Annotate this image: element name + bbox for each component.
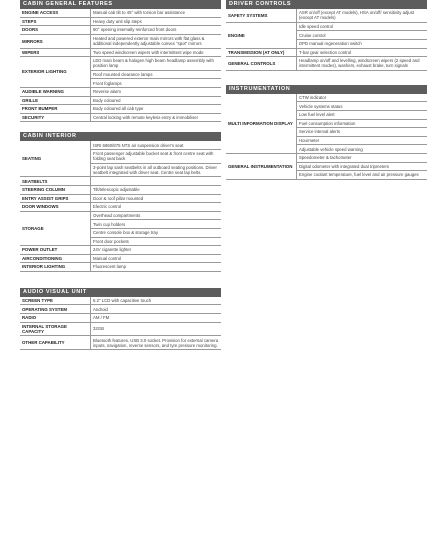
spec-value: Front passenger adjustable bucket seat & front centre seat with folding seat back	[91, 149, 222, 163]
spec-label: SEATING	[20, 141, 91, 177]
spec-label: STEERING COLUMN	[20, 186, 91, 195]
spec-value: Heavy duty anti slip steps	[91, 17, 222, 26]
spec-label: ENGINE ACCESS	[20, 9, 91, 17]
spec-row	[20, 105, 221, 114]
section-audio-visual	[20, 288, 221, 350]
spec-label: ENTRY ASSIST GRIPS	[20, 194, 91, 203]
section-driver-controls	[226, 0, 427, 71]
spec-label: INTERIOR LIGHTING	[20, 263, 91, 272]
spec-label: GENERAL INSTRUMENTATION	[226, 153, 297, 179]
spec-label: TRANSMISSION (AT ONLY)	[226, 48, 297, 57]
spec-value: Adjustable vehicle speed warning	[297, 145, 428, 154]
spec-row	[20, 211, 221, 220]
spec-value: ASR on/off (except AT models), HSA on/off/ sensitivity adjust (except AT models)	[297, 9, 428, 22]
spec-value: Heated and powered exterior main mirrors with flat glass & additional independently adjustable convex “spot” mirrors	[91, 34, 222, 48]
section-heading: INSTRUMENTATION	[226, 85, 427, 94]
section-cabin-interior	[20, 132, 221, 272]
spec-value: 90° opening internally reinforced front doors	[91, 26, 222, 35]
spec-value: Electric control	[91, 203, 222, 212]
spec-label: STEPS	[20, 17, 91, 26]
spec-value: Reverse alarm	[91, 88, 222, 97]
spec-value: Roof mounted clearance lamps	[91, 70, 222, 79]
spec-row	[20, 141, 221, 149]
spec-value: Body coloured	[91, 96, 222, 105]
spec-label: SAFETY SYSTEMS	[226, 9, 297, 22]
spec-value: 6.2" LCD with capacitive touch	[91, 297, 222, 305]
spec-value: Tilt/telescopic adjustable	[91, 186, 222, 195]
spec-table	[226, 94, 427, 180]
spec-value: Twin cup holders	[91, 220, 222, 229]
left-column	[20, 0, 221, 354]
section-heading: DRIVER CONTROLS	[226, 0, 427, 9]
section-heading: CABIN INTERIOR	[20, 132, 221, 141]
spec-value: Manual cab tilt to 45° with torsion bar assistance	[91, 9, 222, 17]
spec-row	[20, 48, 221, 57]
spec-table	[20, 297, 221, 350]
spec-value: Speedometer & tachometer	[297, 153, 428, 162]
spec-value: LED main beam & halogen high beam headlamp assembly with position lamp	[91, 57, 222, 71]
spec-row	[20, 254, 221, 263]
spec-label: AUDIBLE WARNING	[20, 88, 91, 97]
spec-row	[20, 96, 221, 105]
spec-row	[226, 153, 427, 162]
right-column	[226, 0, 427, 184]
spec-label: STORAGE	[20, 211, 91, 245]
spec-row	[20, 322, 221, 336]
spec-value: ISRI 6860/875 NTS air suspension driver's seat	[91, 141, 222, 149]
spec-row	[20, 194, 221, 203]
spec-value: AM / FM	[91, 314, 222, 323]
spec-value: Headlamp on/off and levelling, windscreen wipers (2 speed and intermittent modes), washers, exhaust brake, turn signals	[297, 57, 428, 71]
spec-row	[20, 9, 221, 17]
spec-value: Bluetooth features, USB 3.0 socket. Provision for external camera inputs, navigation, reverse sensors, and tyre pressure monitoring.	[91, 336, 222, 350]
spec-row	[226, 57, 427, 71]
spec-value: Android	[91, 305, 222, 314]
spec-value: CTW indicator	[297, 94, 428, 102]
spec-value: T-bar gear selection control	[297, 48, 428, 57]
spec-value: Engine coolant temperature, fuel level and air pressure gauges	[297, 171, 428, 180]
spec-label: SCREEN TYPE	[20, 297, 91, 305]
spec-row	[226, 48, 427, 57]
spec-label: EXTERIOR LIGHTING	[20, 57, 91, 88]
section-instrumentation	[226, 85, 427, 180]
spec-label: FRONT BUMPER	[20, 105, 91, 114]
spec-label: GENERAL CONTROLS	[226, 57, 297, 71]
spec-label: ENGINE	[226, 22, 297, 48]
spec-value: Central locking with remote keyless entry & immobiliser	[91, 113, 222, 122]
spec-row	[20, 34, 221, 48]
spec-row	[20, 297, 221, 305]
spec-value: 32GB	[91, 322, 222, 336]
spec-value: Digital odometer with integrated dual tripmeters	[297, 162, 428, 171]
spec-value: Hourmeter	[297, 136, 428, 145]
spec-label: DOORS	[20, 26, 91, 35]
spec-value: Front foglamps	[91, 79, 222, 88]
spec-label: SECURITY	[20, 113, 91, 122]
spec-value: Centre console box & storage tray	[91, 228, 222, 237]
spec-label: OTHER CAPABILITY	[20, 336, 91, 350]
spec-value: Overhead compartments	[91, 211, 222, 220]
spec-value: 24V cigarette lighter	[91, 246, 222, 255]
spec-label: DOOR WINDOWS	[20, 203, 91, 212]
spec-label: GRILLE	[20, 96, 91, 105]
spec-row	[20, 263, 221, 272]
section-cabin-general	[20, 0, 221, 122]
spec-value: Service interval alerts	[297, 128, 428, 137]
spec-label: RADIO	[20, 314, 91, 323]
spec-value: DPD manual regeneration switch	[297, 39, 428, 48]
spec-row	[20, 17, 221, 26]
spec-table	[226, 9, 427, 71]
spec-value: Front door pockets	[91, 237, 222, 246]
section-heading: CABIN GENERAL FEATURES	[20, 0, 221, 9]
spec-table	[20, 9, 221, 122]
spec-row	[20, 314, 221, 323]
spec-label: POWER OUTLET	[20, 246, 91, 255]
spec-value: 3-point lap sash seatbelts in all outboard seating positions. Driver seatbelt integrated with driver seat. Centre seat lap belts.	[91, 163, 222, 177]
spec-label: MIRRORS	[20, 34, 91, 48]
spec-value: Idle speed control	[297, 22, 428, 31]
spec-label: WIPERS	[20, 48, 91, 57]
spec-label: AIRCONDITIONING	[20, 254, 91, 263]
spec-row	[20, 88, 221, 97]
spec-row	[20, 336, 221, 350]
spec-value: Door & roof pillar mounted	[91, 194, 222, 203]
spec-label: SEATBELTS	[20, 177, 91, 186]
spec-value: Fluorescent lamp	[91, 263, 222, 272]
section-heading: AUDIO VISUAL UNIT	[20, 288, 221, 297]
spec-row	[20, 203, 221, 212]
spec-row	[226, 9, 427, 22]
spec-label: MULTI INFORMATION DISPLAY	[226, 94, 297, 154]
spec-row	[20, 186, 221, 195]
spec-label: INTERNAL STORAGE CAPACITY	[20, 322, 91, 336]
spec-value: Vehicle systems status	[297, 102, 428, 111]
spec-row	[226, 94, 427, 102]
spec-value: Cruise control	[297, 31, 428, 40]
spec-row	[20, 177, 221, 186]
spec-value: Fuel consumption information	[297, 119, 428, 128]
spec-value: Body coloured all cab type	[91, 105, 222, 114]
spec-value: Low fuel level alert	[297, 111, 428, 120]
spec-row	[20, 305, 221, 314]
spec-row	[20, 246, 221, 255]
spec-label: OPERATING SYSTEM	[20, 305, 91, 314]
spec-row	[226, 22, 427, 31]
spec-value: Manual control	[91, 254, 222, 263]
spec-table	[20, 141, 221, 272]
spec-value: Two speed windscreen wipers with intermittent wipe mode	[91, 48, 222, 57]
spec-row	[20, 26, 221, 35]
spec-row	[20, 57, 221, 71]
spec-row	[20, 113, 221, 122]
spec-value	[91, 177, 222, 186]
